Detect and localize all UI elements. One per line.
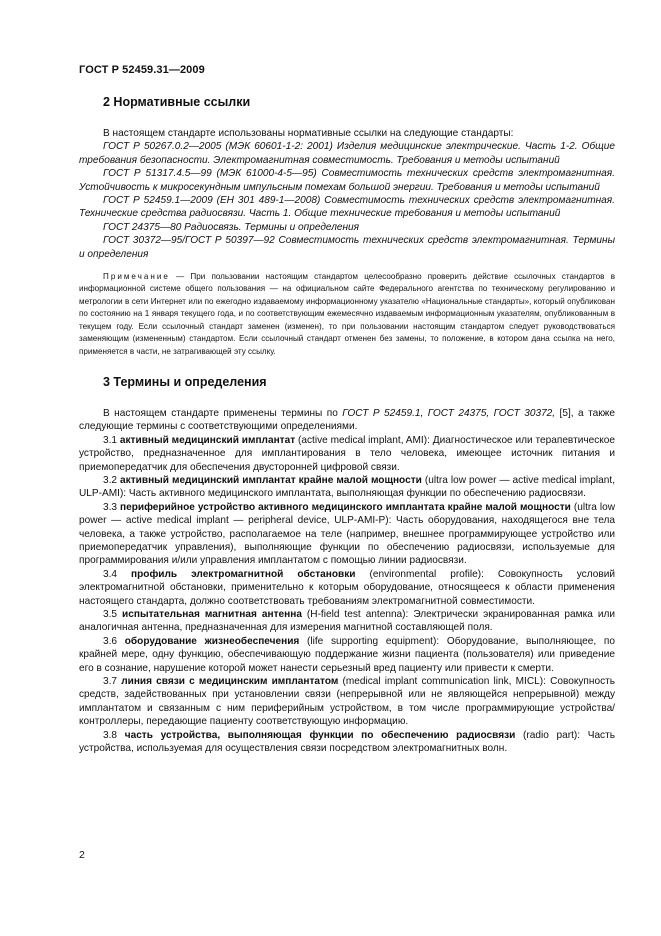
intro-refs: ГОСТ Р 52459.1, ГОСТ 24375, ГОСТ 30372, [342, 407, 556, 419]
term-definition: (ultra low power — active medical implant — peripheral device, ULP-AMI-P): Часть оборудования, находящегося вне тела человека, а также устройство, располагаемое на теле (например, внешнее программирующее устройство или приемопередатчик управления), выполняющие функции по обеспечению радиосвязи, используемые для программирования и/или управления имплантатом с помощью линии радиосвязи. [79, 501, 615, 567]
term-definition: (ultra low power — active medical implant, ULP-AMI): Часть активного медицинского имплантата, выполняющая функции по обеспечению радиосвязи. [79, 474, 615, 500]
term-number: 3.5 [103, 609, 118, 620]
term-number: 3.8 [103, 729, 118, 741]
term-name: периферийное устройство активного медицинского имплантата крайне малой мощности [120, 501, 571, 513]
term-definition: (H-field test antenna): Электрически экранированная рамка или аналогичная антенна, предназначенная для измерения магнитной составляющей поля. [79, 609, 615, 634]
term-number: 3.4 [103, 568, 118, 580]
term-name: линия связи с медицинским имплантатом [121, 676, 339, 688]
intro-text: В настоящем стандарте применены термины по [103, 407, 343, 419]
term-entry [79, 568, 615, 608]
term-number: 3.3 [103, 501, 118, 513]
term-entry [79, 729, 615, 756]
note-label: Примечание [103, 272, 170, 282]
term-number: 3.7 [103, 676, 118, 688]
reference-item: ГОСТ Р 50267.0.2—2005 (МЭК 60601-1-2: 2001) Изделия медицинские электрические. Часть 1-2. Общие требования безопасности. Электромагнитная совместимость. Требования и методы испытаний [79, 141, 615, 166]
term-name: часть устройства, выполняющая функции по обеспечению радиосвязи [124, 729, 516, 741]
document-body [79, 95, 615, 755]
term-definition: (environmental profile): Совокупность условий электромагнитной обстановки, применительно к которым оборудование, относящееся к области применения настоящего стандарта, должно соответствовать требованиям электромагнитной совместимости. [79, 568, 615, 607]
term-entry [79, 434, 615, 474]
term-definition: (medical implant communication link, MICL): Совокупность средств, задействованных при установлении связи (непрерывной или не являющейся непрерывной) между имплантатом и связанным с ним периферийным устройством, в том числе программирующие устройства/контроллеры, передающие пациенту соответствующую информацию. [79, 676, 615, 728]
intro-text-end: [5], а также следующие термины с соответствующими определениями. [79, 407, 615, 433]
term-number: 3.6 [103, 635, 118, 647]
term-entry [79, 501, 615, 568]
term-number: 3.1 [103, 434, 118, 446]
term-entry [79, 635, 615, 675]
section-2-title: 2 Нормативные ссылки [103, 95, 251, 109]
term-definition: (radio part): Часть устройства, используемая для осуществления связи посредством электромагнитных волн. [79, 729, 615, 755]
term-number: 3.2 [103, 474, 118, 486]
reference-item: ГОСТ Р 52459.1—2009 (ЕН 301 489-1—2008) Совместимость технических средств электромагнитная. Технические средства радиосвязи. Часть 1. Общие технические требования и методы испытаний [79, 195, 615, 220]
note-text: — При пользовании настоящим стандартом целесообразно проверить действие ссылочных стандартов в информационной системе общего пользования — на официальном сайте Федерального агентства по техническому регулированию и метрологии в сети Интернет или по ежегодно издаваемому информационному указателю «Национальные стандарты», который опубликован по состоянию на 1 января текущего года, и по соответствующим ежемесячно издаваемым информационным указателям, опубликованным в текущем году. Если ссылочный стандарт заменен (изменен), то при пользовании настоящим стандартом следует руководствоваться заменяющим (измененным) стандартом. Если ссылочный стандарт отменен без замены, то положение, в котором дана ссылка на него, применяется в части, не затрагивающей эту ссылку. [79, 272, 615, 356]
term-entry [79, 608, 615, 635]
reference-item: ГОСТ Р 51317.4.5—99 (МЭК 61000-4-5—95) Совместимость технических средств электромагнитная. Устойчивость к микросекундным импульсным помехам большой энергии. Требования и методы испытаний [79, 168, 615, 193]
section-3-title: 3 Термины и определения [103, 374, 267, 389]
page-number: 2 [79, 849, 85, 861]
term-entry [79, 474, 615, 501]
term-name: испытательная магнитная антенна [122, 609, 302, 620]
term-name: активный медицинский имплантат крайне малой мощности [120, 474, 422, 486]
section-3-intro [79, 407, 615, 434]
document-header: ГОСТ Р 52459.31—2009 [79, 64, 205, 76]
reference-note [79, 271, 615, 358]
term-definition: (active medical implant, AMI): Диагностическое или терапевтическое устройство, предназначенное для имплантирования в тело человека, имеющее источник питания и приемопередатчик для обеспечения двусторонней цифровой связи. [79, 434, 616, 473]
reference-item: ГОСТ 24375—80 Радиосвязь. Термины и определения [103, 221, 360, 233]
reference-item: ГОСТ 30372—95/ГОСТ Р 50397—92 Совместимость технических средств электромагнитная. Термины и определения [79, 235, 615, 260]
term-name: активный медицинский имплантат [119, 434, 296, 446]
section-2-intro: В настоящем стандарте использованы нормативные ссылки на следующие стандарты: [103, 128, 514, 139]
term-definition: (life supporting equipment): Оборудование, выполняющее, по крайней мере, одну функцию, обеспечивающую поддержание жизни пациента (пользователя) или приведение его в сознание, нарушение которой может нанести серьезный вред пациенту или привести к смерти. [79, 635, 616, 674]
term-name: профиль электромагнитной обстановки [131, 568, 356, 580]
term-name: оборудование жизнеобеспечения [124, 635, 300, 647]
term-entry [79, 675, 615, 729]
